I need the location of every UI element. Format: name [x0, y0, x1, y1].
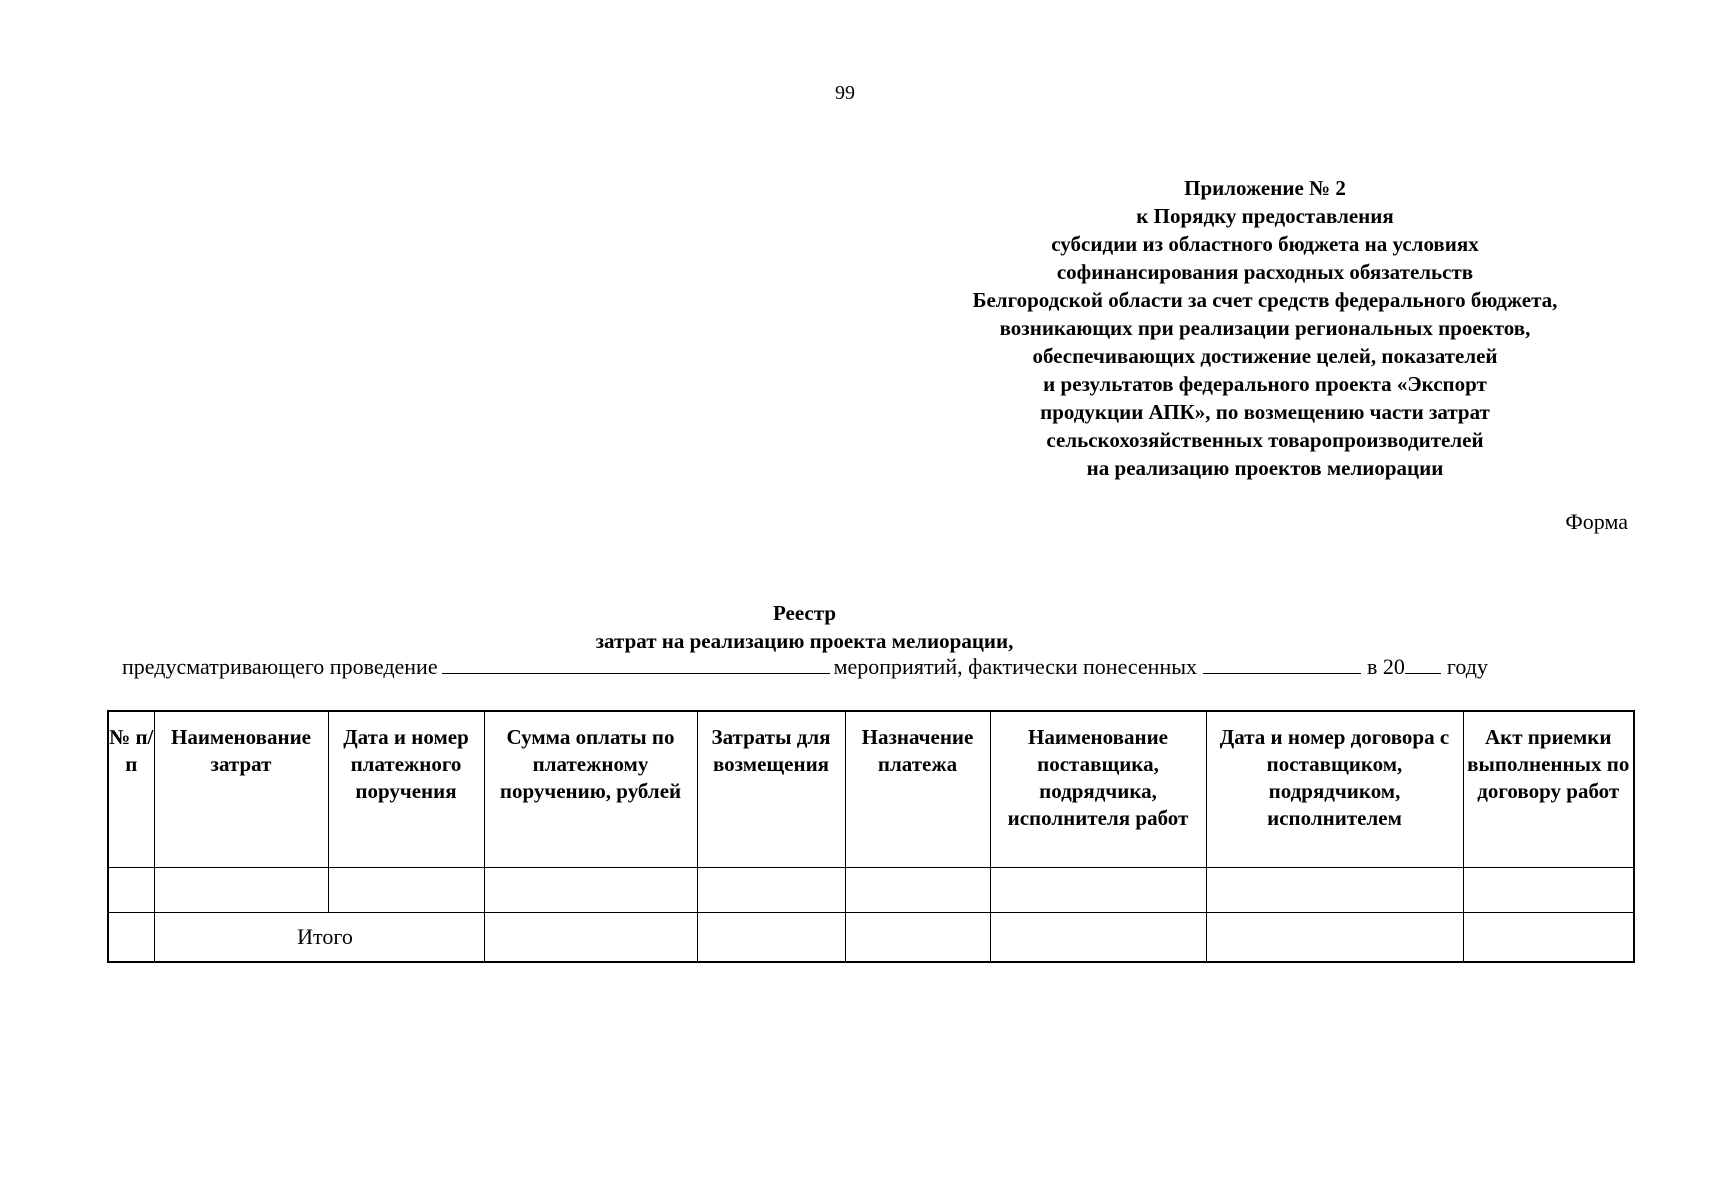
- table-cell[interactable]: [990, 868, 1206, 913]
- appendix-line: Белгородской области за счет средств федерального бюджета,: [972, 288, 1558, 312]
- period-text-2: мероприятий, фактически понесенных: [833, 654, 1198, 679]
- appendix-line: на реализацию проектов мелиорации: [1086, 456, 1444, 480]
- period-text-4: году: [1446, 654, 1488, 679]
- column-header: Акт приемки выполненных по договору работ: [1463, 711, 1634, 868]
- appendix-line: субсидии из областного бюджета на условиях: [1051, 232, 1479, 256]
- table-cell[interactable]: [108, 913, 154, 963]
- period-text-1: предусматривающего проведение: [122, 654, 438, 679]
- column-header: Затраты для возмещения: [697, 711, 845, 868]
- table-cell[interactable]: [484, 868, 697, 913]
- table-row: [108, 868, 1634, 913]
- period-text-3: в 20: [1367, 654, 1405, 679]
- form-label: Форма: [1565, 509, 1628, 534]
- table-cell[interactable]: [154, 868, 328, 913]
- table-cell[interactable]: [484, 913, 697, 963]
- table-cell[interactable]: [1463, 868, 1634, 913]
- column-header: Назначение платежа: [845, 711, 990, 868]
- appendix-line: сельскохозяйственных товаропроизводителей: [1046, 428, 1484, 452]
- appendix-line: продукции АПК», по возмещению части затрат: [1040, 400, 1490, 424]
- total-label: Итого: [154, 913, 484, 963]
- table-cell[interactable]: [1206, 913, 1463, 963]
- column-header: № п/п: [108, 711, 154, 868]
- period-line: [122, 654, 1488, 680]
- table-cell[interactable]: [1463, 913, 1634, 963]
- table-cell[interactable]: [845, 913, 990, 963]
- appendix-line: софинансирования расходных обязательств: [1056, 260, 1474, 284]
- total-row: [108, 913, 1634, 963]
- table-cell[interactable]: [845, 868, 990, 913]
- column-header: Дата и номер платежного поручения: [328, 711, 484, 868]
- column-header: Наименование поставщика, подрядчика, исполнителя работ: [990, 711, 1206, 868]
- column-header: Наименование затрат: [154, 711, 328, 868]
- period-blank-field[interactable]: [1203, 655, 1361, 674]
- appendix-line: возникающих при реализации региональных проектов,: [999, 316, 1531, 340]
- column-header: Дата и номер договора с поставщиком, подрядчиком, исполнителем: [1206, 711, 1463, 868]
- table-cell[interactable]: [990, 913, 1206, 963]
- table-cell[interactable]: [108, 868, 154, 913]
- appendix-line: Приложение № 2: [1184, 176, 1346, 200]
- registry-title: Реестр: [772, 601, 837, 625]
- appendix-line: обеспечивающих достижение целей, показателей: [1032, 344, 1498, 368]
- table-cell[interactable]: [697, 913, 845, 963]
- events-blank-field[interactable]: [442, 655, 830, 674]
- year-blank-field[interactable]: [1405, 655, 1441, 674]
- registry-subtitle: затрат на реализацию проекта мелиорации,: [595, 629, 1014, 653]
- appendix-header: [905, 174, 1625, 482]
- table-cell[interactable]: [328, 868, 484, 913]
- registry-table: [107, 710, 1635, 963]
- table-header-row: [108, 711, 1634, 868]
- table-cell[interactable]: [697, 868, 845, 913]
- appendix-line: и результатов федерального проекта «Экспорт: [1043, 372, 1487, 396]
- table-cell[interactable]: [1206, 868, 1463, 913]
- page-number: 99: [835, 82, 855, 104]
- appendix-line: к Порядку предоставления: [1136, 204, 1394, 228]
- column-header: Сумма оплаты по платежному поручению, рублей: [484, 711, 697, 868]
